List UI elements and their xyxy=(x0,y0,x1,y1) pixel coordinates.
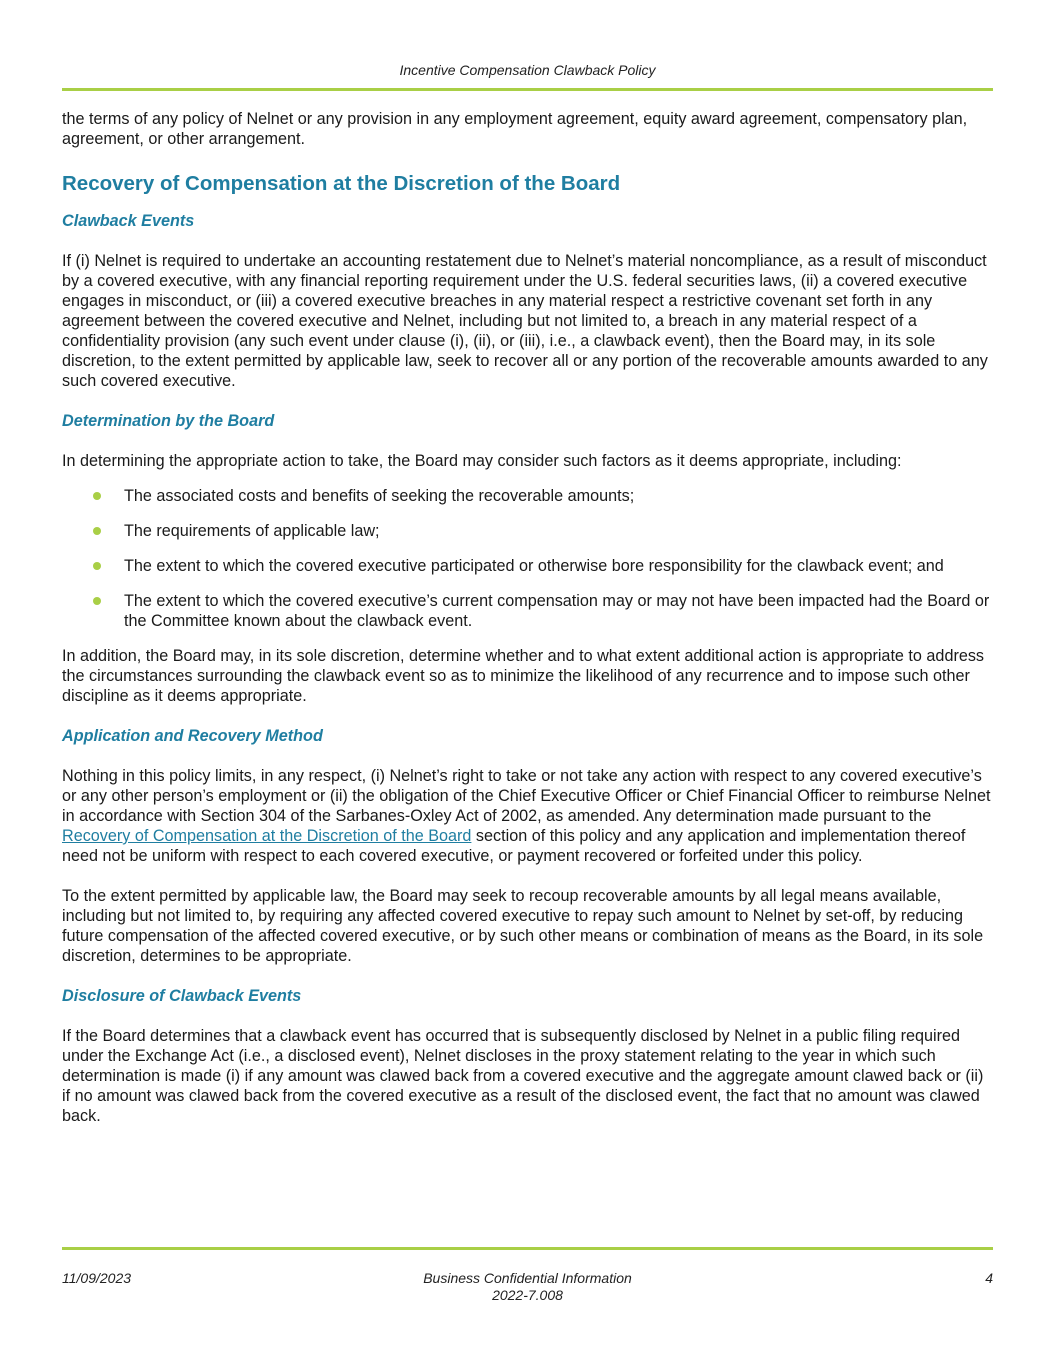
determination-closing: In addition, the Board may, in its sole discretion, determine whether and to what extent additional action is appropriate to address the circumstances surrounding the clawback event so as to minimize the likelihood of any recurrence and to impose such other discipline as it deems appropriate. xyxy=(62,647,985,705)
application-paragraph-2: To the extent permitted by applicable law, the Board may seek to recoup recoverable amounts by all legal means available, including but not limited to, by requiring any affected covered executive to repay such amount to Nelnet by set-off, by reducing future compensation of the affected covered executive, or by such other means or combination of means as the Board, in its sole discretion, determines to be appropriate. xyxy=(62,887,984,965)
bullet-icon xyxy=(93,527,101,535)
footer-date: 11/09/2023 xyxy=(62,1270,132,1286)
footer-divider xyxy=(62,1247,993,1250)
list-item-text: The associated costs and benefits of seeking the recoverable amounts; xyxy=(124,487,635,505)
list-item-text: The extent to which the covered executive participated or otherwise bore responsibility for the clawback event; and xyxy=(124,557,944,575)
bullet-icon xyxy=(93,597,101,605)
disclosure-heading: Disclosure of Clawback Events xyxy=(62,987,302,1005)
factor-list xyxy=(62,486,993,631)
list-item xyxy=(62,521,993,541)
application-text-after-link: section of this policy and any application and implementation thereof need not be uniform with respect to each covered executive, or payment recovered or forfeited under this policy. xyxy=(62,827,966,865)
disclosure-paragraph: If the Board determines that a clawback event has occurred that is subsequently disclosed by Nelnet in a public filing required under the Exchange Act (i.e., a disclosed event), Nelnet discloses in the proxy statement relating to the year in which such determination is made (i) if any amount was clawed back from a covered executive and the aggregate amount clawed back or (ii) if no amount was clawed back from the covered executive as a result of the disclosed event, the fact that no amount was clawed back. xyxy=(62,1027,984,1125)
list-item xyxy=(62,486,993,506)
footer-page-number: 4 xyxy=(985,1270,993,1286)
running-header-title: Incentive Compensation Clawback Policy xyxy=(399,62,656,78)
list-item xyxy=(62,591,993,631)
determination-lead: In determining the appropriate action to take, the Board may consider such factors as it deems appropriate, including: xyxy=(62,452,902,470)
footer-doc-number: 2022-7.008 xyxy=(492,1287,563,1303)
list-item-text: The extent to which the covered executive’s current compensation may or may not have been impacted had the Board or the Committee known about the clawback event. xyxy=(124,592,990,630)
section-heading: Recovery of Compensation at the Discretion of the Board xyxy=(62,172,621,195)
list-item-text: The requirements of applicable law; xyxy=(124,522,380,540)
clawback-events-paragraph: If (i) Nelnet is required to undertake an accounting restatement due to Nelnet’s material noncompliance, as a result of misconduct by a covered executive, with any financial reporting requirement under the U.S. federal securities laws, (ii) a covered executive engages in misconduct, or (iii) a covered executive breaches in any material respect a restrictive covenant set forth in any agreement between the covered executive and Nelnet, including but not limited to, a breach in any material respect of a confidentiality provision (any such event under clause (i), (ii), or (iii), i.e., a clawback event), then the Board may, in its sole discretion, to the extent permitted by applicable law, seek to recover all or any portion of the recoverable amounts awarded to any such covered executive. xyxy=(62,252,988,390)
bullet-icon xyxy=(93,562,101,570)
intro-paragraph: the terms of any policy of Nelnet or any provision in any employment agreement, equity award agreement, compensatory plan, agreement, or other arrangement. xyxy=(62,110,968,148)
clawback-events-heading: Clawback Events xyxy=(62,212,195,230)
footer-classification: Business Confidential Information xyxy=(423,1270,632,1286)
application-text-before-link: Nothing in this policy limits, in any respect, (i) Nelnet’s right to take or not take any action with respect to any covered executive’s or any other person’s employment or (ii) the obligation of the Chief Executive Officer or Chief Financial Officer to reimburse Nelnet in accordance with Section 304 of the Sarbanes-Oxley Act of 2002, as amended. Any determination made pursuant to the xyxy=(62,767,991,825)
section-cross-reference-link[interactable]: Recovery of Compensation at the Discretion of the Board xyxy=(62,827,472,845)
header-divider xyxy=(62,88,993,91)
list-item xyxy=(62,556,993,576)
footer-center-block xyxy=(62,1270,993,1304)
bullet-icon xyxy=(93,492,101,500)
page-body xyxy=(62,109,993,1126)
application-paragraph-1 xyxy=(62,766,993,866)
application-heading: Application and Recovery Method xyxy=(62,727,323,745)
determination-heading: Determination by the Board xyxy=(62,412,275,430)
